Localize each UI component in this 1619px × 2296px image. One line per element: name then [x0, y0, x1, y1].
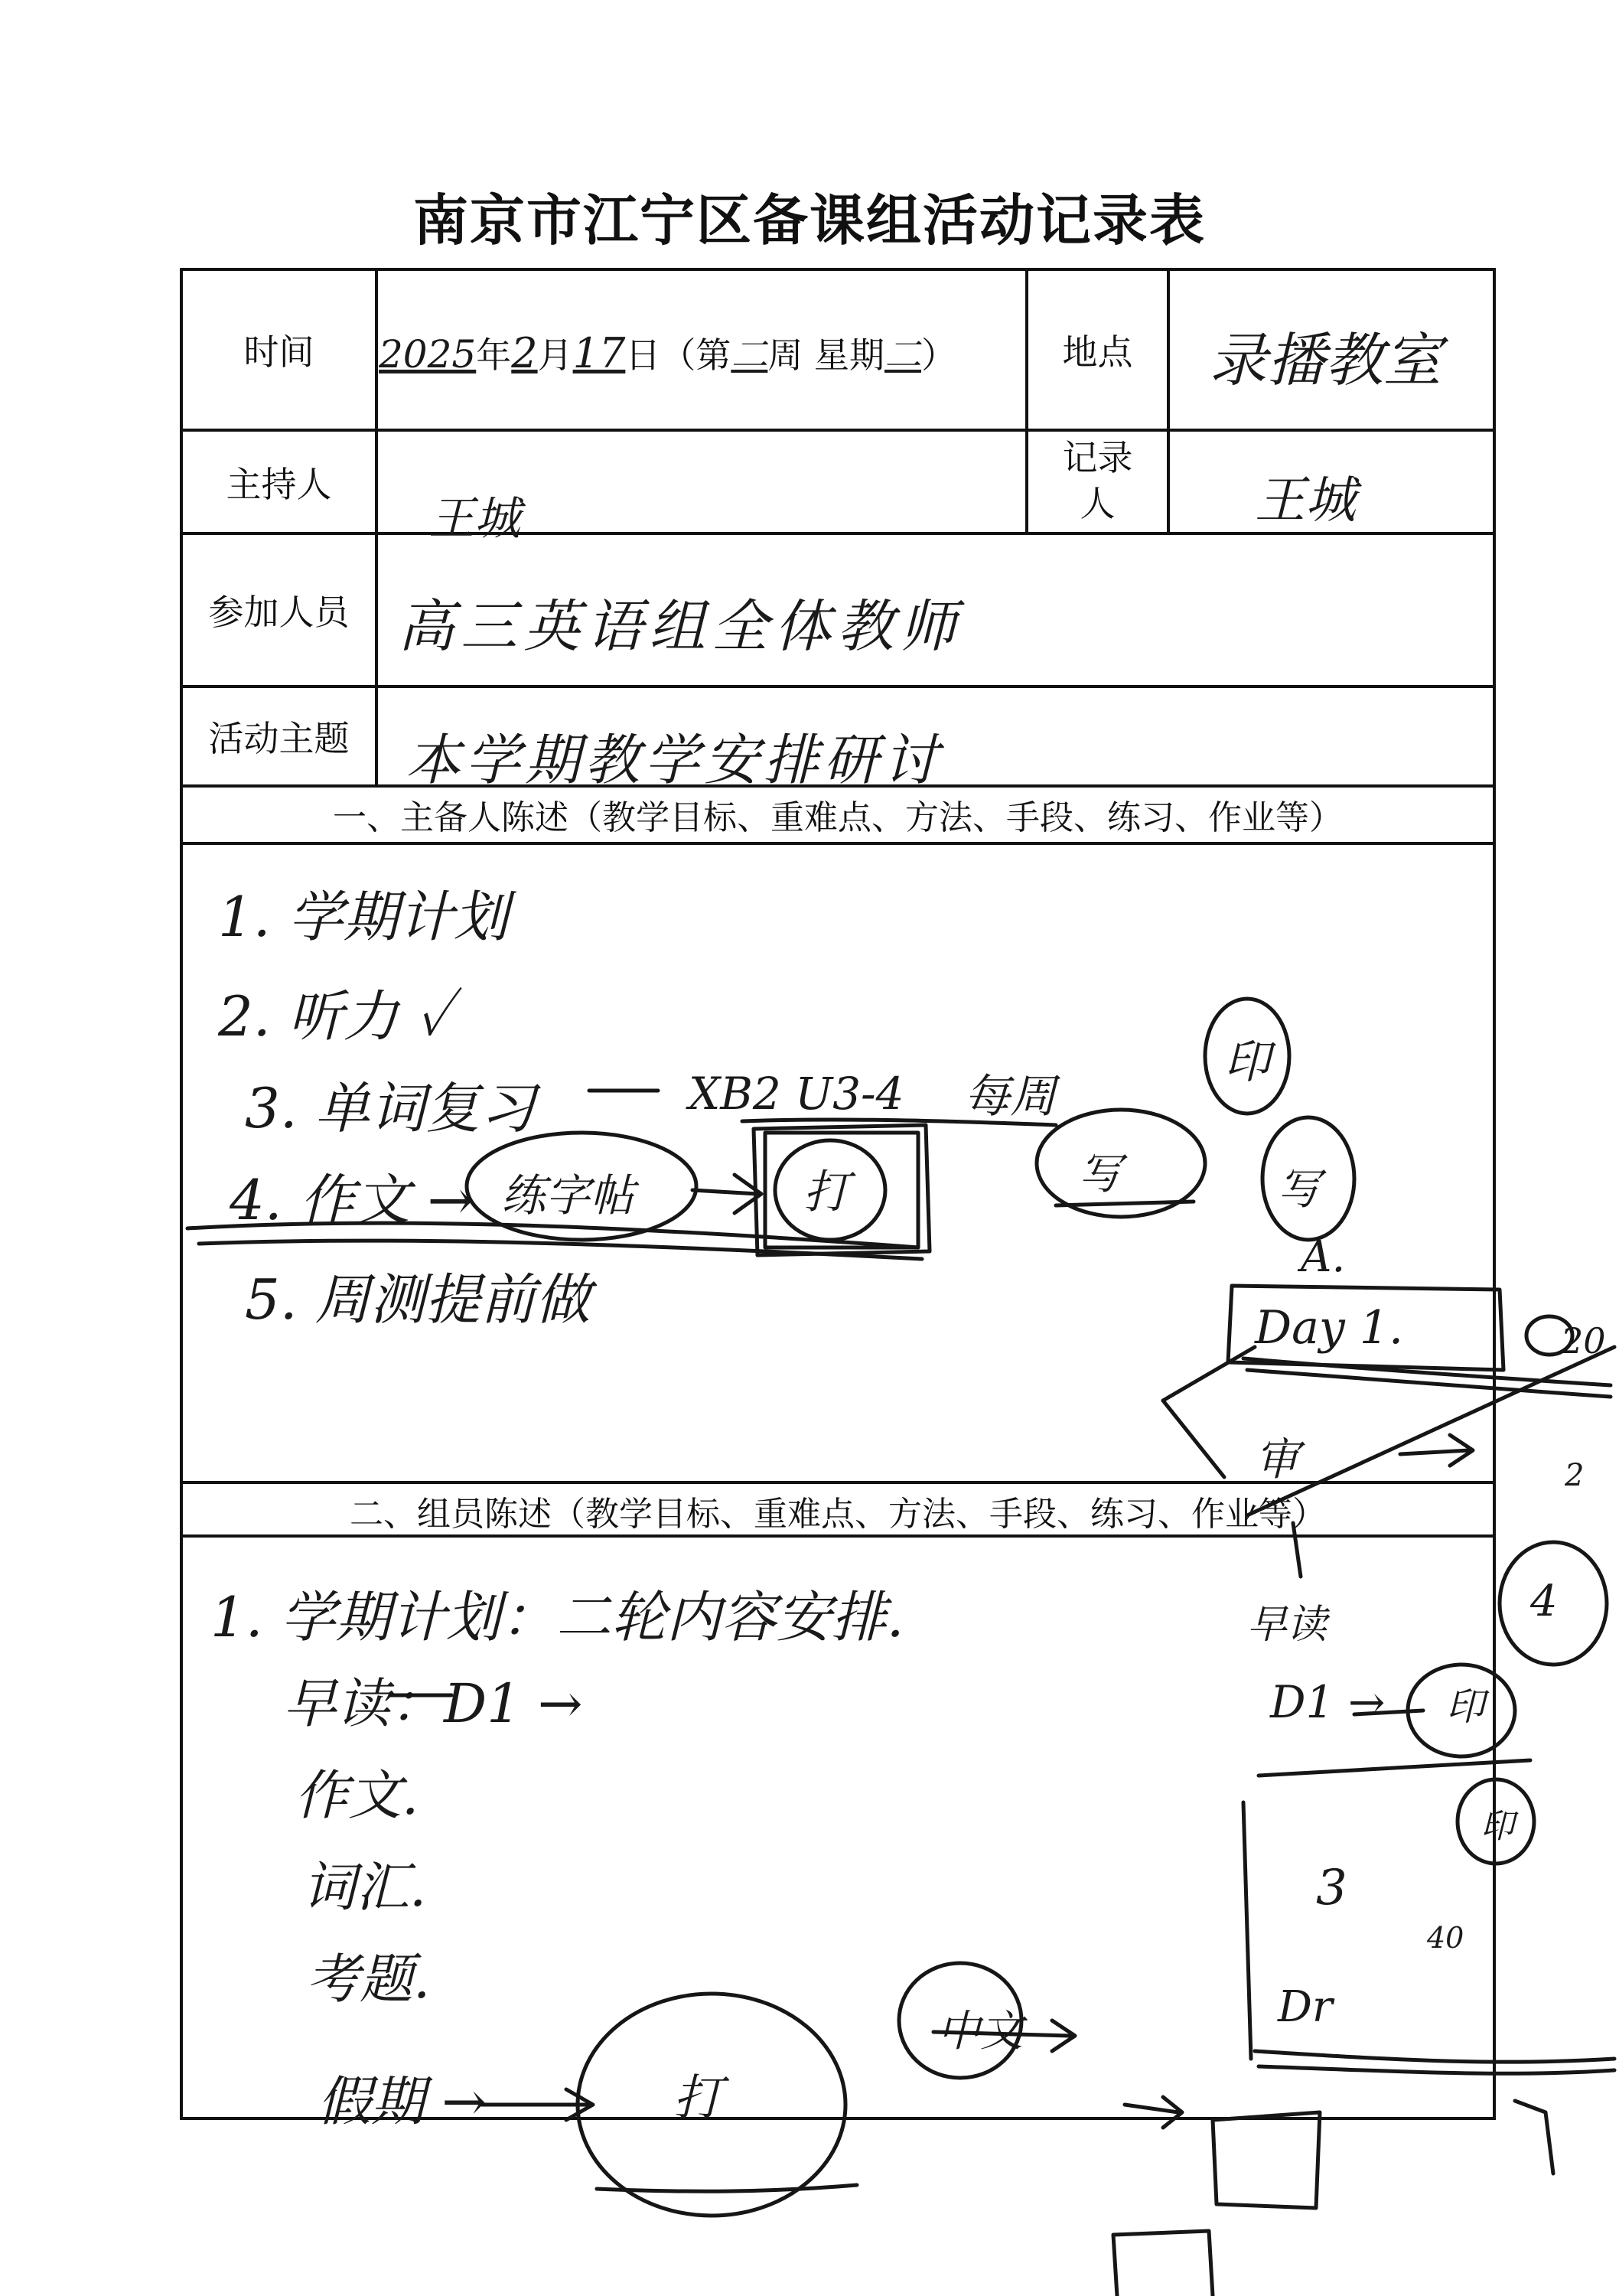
date-weekday: 二 [884, 334, 921, 377]
margin-3: 3 [1316, 1860, 1347, 1916]
section-2-item-1: 1. 学期计划：二轮内容安排. [210, 1585, 904, 1649]
margin-20: 20 [1561, 1320, 1606, 1362]
margin-circle-print-text: 印 [1446, 1684, 1484, 1729]
recorder-value: 王城 [1255, 471, 1356, 530]
topic-value: 本学期教学安排研讨 [406, 728, 943, 792]
date-week: 二 [731, 334, 768, 377]
host-value: 王城 [428, 492, 520, 546]
margin-40: 40 [1427, 1921, 1464, 1955]
section-1-item-3-note: XB2 U3-4 [689, 1068, 904, 1120]
date-line [379, 325, 956, 378]
time-label: 时间 [243, 331, 314, 373]
section-1-item-4-circle: 练字帖 [501, 1169, 635, 1221]
section-1-item-4: 4. 作文 → [230, 1168, 474, 1232]
section-2-line-2: 早读：D1 → [283, 1672, 583, 1735]
margin-dr: Dr [1278, 1982, 1333, 2032]
date-year: 2025 [379, 332, 477, 377]
margin-zaodu: 早读 [1247, 1602, 1327, 1648]
column-divider [375, 268, 378, 784]
section-1-item-3: 3. 单词复习 [245, 1076, 536, 1140]
arrow-stroke [1515, 2101, 1553, 2174]
topic-label: 活动主题 [208, 718, 350, 759]
box-annotation [1213, 2112, 1320, 2208]
section-1-item-4-circle-2: 写 [1079, 1150, 1122, 1199]
section-1-item-5: 5. 周测提前做 [245, 1267, 591, 1332]
section-1-heading: 一、主备人陈述（教学目标、重难点、方法、手段、练习、作业等） [333, 798, 1343, 837]
margin-circle-2-text: 写 [1278, 1165, 1321, 1215]
recorder-label-line-1: 记录 [1062, 436, 1133, 478]
margin-2: 2 [1565, 1458, 1585, 1493]
margin-circle-4-text: 4 [1530, 1577, 1558, 1626]
scratch-stroke [597, 2185, 857, 2191]
recorder-label [1028, 429, 1167, 532]
location-value: 录播教室 [1209, 326, 1441, 394]
form-title: 南京市江宁区备课组活动记录表 [412, 188, 1206, 253]
section-1-item-3-note-2: 每周 [964, 1070, 1056, 1124]
date-month: 2 [511, 329, 538, 377]
section-2-line-6: 假期 → [318, 2070, 487, 2133]
location-label: 地点 [1062, 331, 1133, 373]
row-divider [180, 842, 1496, 845]
date-day: 17 [572, 329, 626, 377]
date-month-suffix: 月 [537, 334, 573, 376]
date-day-suffix: 日（第 [625, 334, 731, 376]
host-label: 主持人 [226, 463, 332, 505]
date-week-suffix: 周 星期 [767, 334, 884, 376]
margin-note: 审 [1255, 1433, 1300, 1486]
section-1-item-2: 2. 听力 ✓ [218, 984, 451, 1049]
date-year-suffix: 年 [476, 334, 512, 376]
section-2-line-5: 考题. [306, 1948, 431, 2011]
margin-mark: A. [1301, 1232, 1346, 1282]
participants-value: 高三英语组全体教师 [398, 594, 963, 660]
section-2-heading: 二、组员陈述（教学目标、重难点、方法、手段、练习、作业等） [350, 1495, 1326, 1534]
section-2-circle-mid-text: 中文 [937, 2007, 1023, 2056]
margin-circle-1-text: 印 [1224, 1035, 1270, 1089]
recorder-label-line-2: 人 [1080, 482, 1116, 524]
margin-day: Day 1. [1255, 1301, 1404, 1355]
date-close: ） [920, 334, 956, 376]
margin-d1: D1 → [1270, 1676, 1386, 1728]
participants-label: 参加人员 [208, 592, 350, 633]
column-divider [1167, 268, 1170, 532]
section-1-item-1: 1. 学期计划 [218, 885, 509, 949]
section-2-circle-bottom-text: 打 [673, 2070, 722, 2127]
section-1-item-4-box: 打 [803, 1166, 849, 1219]
margin-circle-small-text: 印 [1481, 1807, 1514, 1846]
box-annotation [1113, 2231, 1213, 2296]
section-2-line-4: 词汇. [302, 1856, 427, 1919]
section-2-line-3: 作文. [295, 1764, 419, 1827]
